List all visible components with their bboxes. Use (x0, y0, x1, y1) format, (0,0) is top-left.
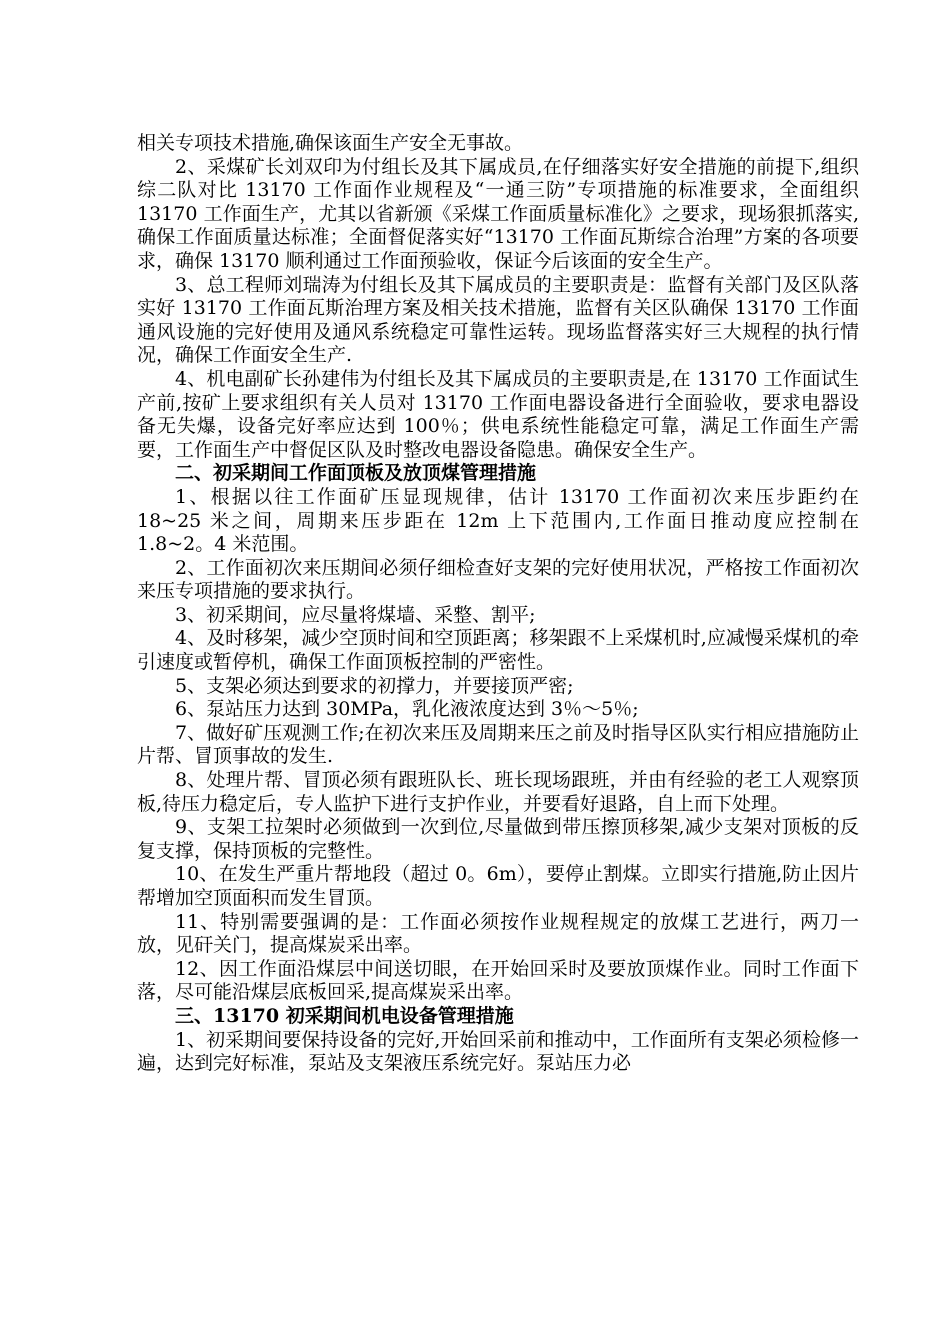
paragraph-roof-item-11: 11、特别需要强调的是：工作面必须按作业规程规定的放煤工艺进行，两刀一放，见矸关门，提高煤炭采出率。 (137, 910, 859, 957)
section-heading-electromechanical: 三、13170 初采期间机电设备管理措施 (175, 1004, 514, 1027)
paragraph-roof-item-6: 6、泵站压力达到 30MPa，乳化液浓度达到 3％～5％; (175, 698, 639, 721)
paragraph-equipment-item-1: 1、初采期间要保持设备的完好,开始回采前和推动中，工作面所有支架必须检修一遍，达到完好标准，泵站及支架液压系统完好。泵站压力必 (137, 1028, 859, 1075)
paragraph-roof-item-1: 1、根据以往工作面矿压显现规律，估计 13170 工作面初次来压步距约在 18~25 米之间，周期来压步距在 12m 上下范围内,工作面日推动度应控制在 1.8~2。4 米范围。 (137, 485, 859, 556)
paragraph-roof-item-7: 7、做好矿压观测工作;在初次来压及周期来压之前及时指导区队实行相应措施防止片帮、冒顶事故的发生. (137, 721, 859, 768)
paragraph-roof-item-3: 3、初采期间，应尽量将煤墙、采整、割平; (175, 603, 536, 626)
paragraph-roof-item-5: 5、支架必须达到要求的初撑力，并要接顶严密; (175, 674, 574, 697)
paragraph-roof-item-9: 9、支架工拉架时必须做到一次到位,尽量做到带压擦顶移架,减少支架对顶板的反复支撑，保持顶板的完整性。 (137, 816, 859, 862)
paragraph-roof-item-2: 2、工作面初次来压期间必须仔细检查好支架的完好使用状况，严格按工作面初次来压专项措施的要求执行。 (137, 556, 859, 603)
paragraph-roof-item-4: 4、及时移架，减少空顶时间和空顶距离；移架跟不上采煤机时,应减慢采煤机的牵引速度或暂停机，确保工作面顶板控制的严密性。 (137, 627, 859, 674)
paragraph-roof-item-8: 8、处理片帮、冒顶必须有跟班队长、班长现场跟班，并由有经验的老工人观察顶板,待压力稳定后，专人监护下进行支护作业，并要看好退路，自上而下处理。 (137, 769, 859, 815)
paragraph-item-3-chief-engineer: 3、总工程师刘瑞涛为付组长及其下属成员的主要职责是：监督有关部门及区队落实好 13170 工作面瓦斯治理方案及相关技术措施，监督有关区队确保 13170 工作面通风设施的完好使用及通风系统稳定可靠性运转。现场监督落实好三大规程的执行情况，确保工作面安全生产. (137, 273, 859, 367)
paragraph-intro-continuation: 相关专项技术措施,确保该面生产安全无事故。 (137, 132, 524, 154)
paragraph-item-4-electromechanical-deputy: 4、机电副矿长孙建伟为付组长及其下属成员的主要职责是,在 13170 工作面试生产前,按矿上要求组织有关人员对 13170 工作面电器设备进行全面验收，要求电器设备无失爆，设备完好率应达到 100％；供电系统性能稳定可靠，满足工作面生产需要，工作面生产中督促区队及时整改电器设备隐患。确保安全生产。 (137, 367, 859, 461)
paragraph-roof-item-12: 12、因工作面沿煤层中间送切眼，在开始回采时及要放顶煤作业。同时工作面下落，尽可能沿煤层底板回采,提高煤炭采出率。 (137, 957, 859, 1004)
document-body (137, 132, 859, 1076)
paragraph-item-2-mining-deputy: 2、采煤矿长刘双印为付组长及其下属成员,在仔细落实好安全措施的前提下,组织综二队对比 13170 工作面作业规程及“一通三防”专项措施的标准要求，全面组织 13170 工作面生产，尤其以省新颁《采煤工作面质量标准化》之要求，现场狠抓落实,确保工作面质量达标准；全面督促落实好“13170 工作面瓦斯综合治理”方案的各项要求，确保 13170 顺利通过工作面预验收，保证今后该面的安全生产。 (137, 155, 859, 272)
paragraph-roof-item-10: 10、在发生严重片帮地段（超过 0。6m），要停止割煤。立即实行措施,防止因片帮增加空顶面积而发生冒顶。 (137, 863, 859, 909)
section-heading-roof-management: 二、初采期间工作面顶板及放顶煤管理措施 (175, 462, 537, 485)
